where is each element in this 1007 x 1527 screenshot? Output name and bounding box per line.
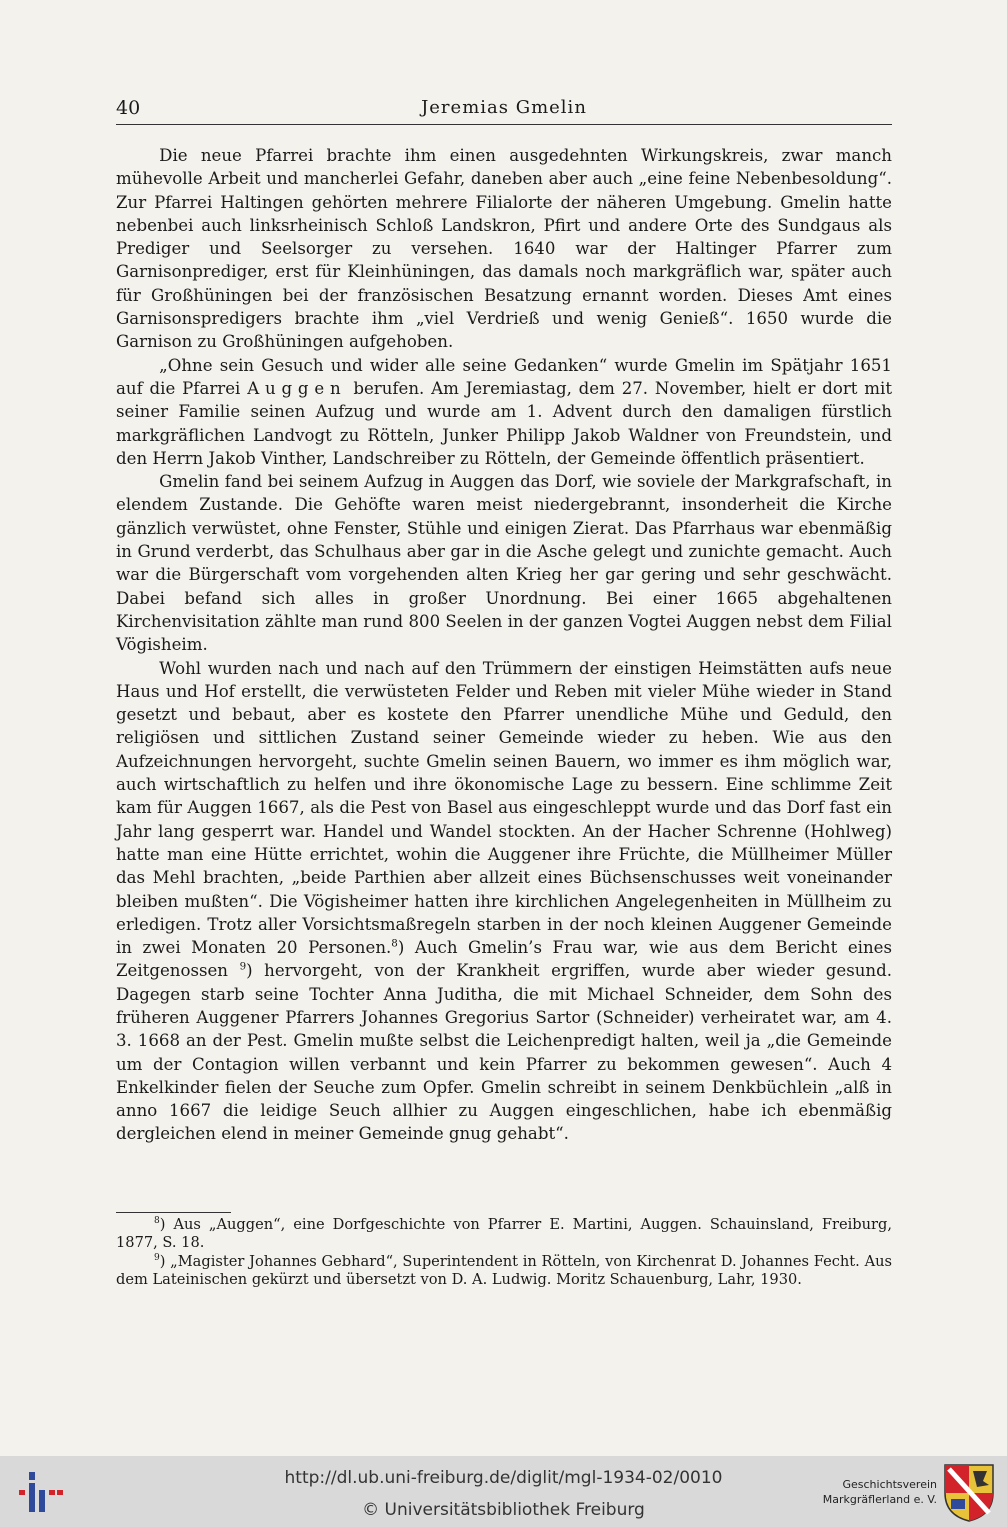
body-text [116, 144, 892, 1146]
footnote-9 [116, 1253, 892, 1290]
society-name-line-1: Geschichtsverein [842, 1478, 937, 1491]
page-number: 40 [116, 97, 141, 119]
page-header [116, 96, 892, 125]
paragraph-1: Die neue Pfarrei brachte ihm einen ausgedehnten Wirkungskreis, zwar manch mühevolle Arbeit und mancherlei Gefahr, daneben aber auch „eine feine Nebenbesoldung“. Zur Pfarrei Haltingen gehörten mehrere Filialorte der näheren Umgebung. Gmelin hatte nebenbei auch linksrheinisch Schloß Landskron, Pfirt und andere Orte des Sundgaus als Prediger und Seelsorger zu versehen. 1640 war der Haltinger Pfarrer zum Garnisonprediger, erst für Kleinhüningen, das damals noch markgräflich war, später auch für Großhüningen bei der französischen Besatzung ernannt worden. Dieses Amt eines Garnisonspredigers brachte ihm „viel Verdrieß und wenig Genieß“. 1650 wurde die Garnison zu Großhüningen aufgehoben. [116, 146, 892, 352]
coat-of-arms-icon [943, 1463, 995, 1523]
footnotes [116, 1216, 892, 1290]
paragraph-2 [116, 354, 892, 470]
permalink-url[interactable]: http://dl.ub.uni-freiburg.de/diglit/mgl-1934-02/0010 [284, 1468, 723, 1488]
footnote-ref-8[interactable]: 8 [391, 937, 398, 950]
running-title: Jeremias Gmelin [421, 97, 587, 118]
footnote-text: ) Aus „Auggen“, eine Dorfgeschichte von Pfarrer E. Martini, Auggen. Schauinsland, Freiburg, 1877, S. 18. [116, 1216, 892, 1252]
footnote-text: ) „Magister Johannes Gebhard“, Superintendent in Rötteln, von Kirchenrat D. Johannes Fecht. Aus dem Lateinischen gekürzt und übersetzt von D. A. Ludwig. Moritz Schauenburg, Lahr, 1930. [116, 1252, 892, 1289]
footnote-mark: 9 [153, 1252, 160, 1263]
paragraph-2-part-a: „Ohne sein Gesuch und wider alle seine Gedanken“ wurde Gmelin im Spätjahr 1651 auf die Pfarrei [116, 355, 892, 398]
place-name-auggen: Auggen [247, 378, 347, 398]
footnote-divider [116, 1212, 231, 1213]
footnote-8 [116, 1216, 892, 1253]
footnote-mark: 8 [153, 1216, 160, 1227]
paragraph-4-part-b: ) Auch Gmelin’s Frau war, wie aus dem Bericht eines Zeitgenossen [116, 938, 892, 981]
viewer-footer-bar [0, 1456, 1007, 1527]
paragraph-2-part-b: berufen. Am Jeremiastag, dem 27. November, hielt er dort mit seiner Familie seinen Aufzug und wurde am 1. Advent durch den damaligen fürstlich markgräflichen Landvogt zu Rötteln, Junker Philipp Jakob Waldner von Freundstein, und den Herrn Jakob Vinther, Landschreiber zu Rötteln, der Gemeinde öffentlich präsentiert. [116, 378, 892, 468]
society-name-line-2: Markgräflerland e. V. [822, 1493, 937, 1506]
paragraph-4-part-c: ) hervorgeht, von der Krankheit ergriffen, wurde aber wieder gesund. Dagegen starb seine Tochter Anna Juditha, die mit Michael Schneider, dem Sohn des früheren Auggener Pfarrers Johannes Gregorius Sartor (Schneider) verheiratet war, am 4. 3. 1668 an der Pest. Gmelin mußte selbst die Leichenpredigt halten, weil ja „die Gemeinde um der Contagion willen verbannt und kein Pfarrer zu bekommen gewesen“. Auch 4 Enkelkinder fielen der Seuche zum Opfer. Gmelin schreibt in seinem Denkbüchlein „alß in anno 1667 die leidige Seuch allhier zu Auggen eingeschlichen, habe ich ebenmäßig dergleichen elend in meiner Gemeinde gnug gehabt“. [116, 961, 893, 1144]
paragraph-4 [116, 657, 892, 1146]
paragraph-3: Gmelin fand bei seinem Aufzug in Auggen das Dorf, wie soviele der Markgrafschaft, in elendem Zustande. Die Gehöfte waren meist niedergebrannt, insonderheit die Kirche gänzlich verwüstet, ohne Fenster, Stühle und einigen Zierat. Das Pfarrhaus war ebenmäßig in Grund verderbt, das Schulhaus aber gar in die Asche gelegt und zunichte gemacht. Auch war die Bürgerschaft vom vorgehenden alten Krieg her gar gering und sehr geschwächt. Dabei befand sich alles in großer Unordnung. Bei einer 1665 abgehaltenen Kirchenvisitation zählte man rund 800 Seelen in der ganzen Vogtei Auggen nebst dem Filial Vögisheim. [116, 472, 892, 655]
footnote-ref-9[interactable]: 9 [239, 960, 247, 973]
copyright-notice: © Universitätsbibliothek Freiburg [362, 1500, 645, 1520]
society-name [823, 1477, 937, 1507]
paragraph-4-part-a: Wohl wurden nach und nach auf den Trümmern der einstigen Heimstätten aufs neue Haus und Hof erstellt, die verwüsteten Felder und Reben mit vieler Mühe wieder in Stand gesetzt und bebaut, aber es kostete den Pfarrer unendliche Mühe und Geduld, den religiösen und sittlichen Zustand seiner Gemeinde wieder zu heben. Wie aus den Aufzeichnungen hervorgeht, suchte Gmelin seinen Bauern, wo immer es ihm möglich war, auch wirtschaftlich zu helfen und ihre ökonomische Lage zu bessern. Eine schlimme Zeit kam für Auggen 1667, als die Pest von Basel aus eingeschleppt wurde und das Dorf fast ein Jahr lang gesperrt war. Handel und Wandel stockten. An der Hacher Schrenne (Hohlweg) hatte man eine Hütte errichtet, wohin die Auggener ihre Früchte, die Müllheimer Müller das Mehl brachten, „beide Parthien aber allzeit eines Büchsenschusses weit voneinander bleiben mußten“. Die Vögisheimer hatten ihre kirchlichen Angelegenheiten in Müllheim zu erledigen. Trotz aller Vorsichtsmaßregeln starben in der noch kleinen Auggener Gemeinde in zwei Monaten 20 Personen. [116, 658, 892, 958]
library-logo-icon [17, 1470, 65, 1514]
